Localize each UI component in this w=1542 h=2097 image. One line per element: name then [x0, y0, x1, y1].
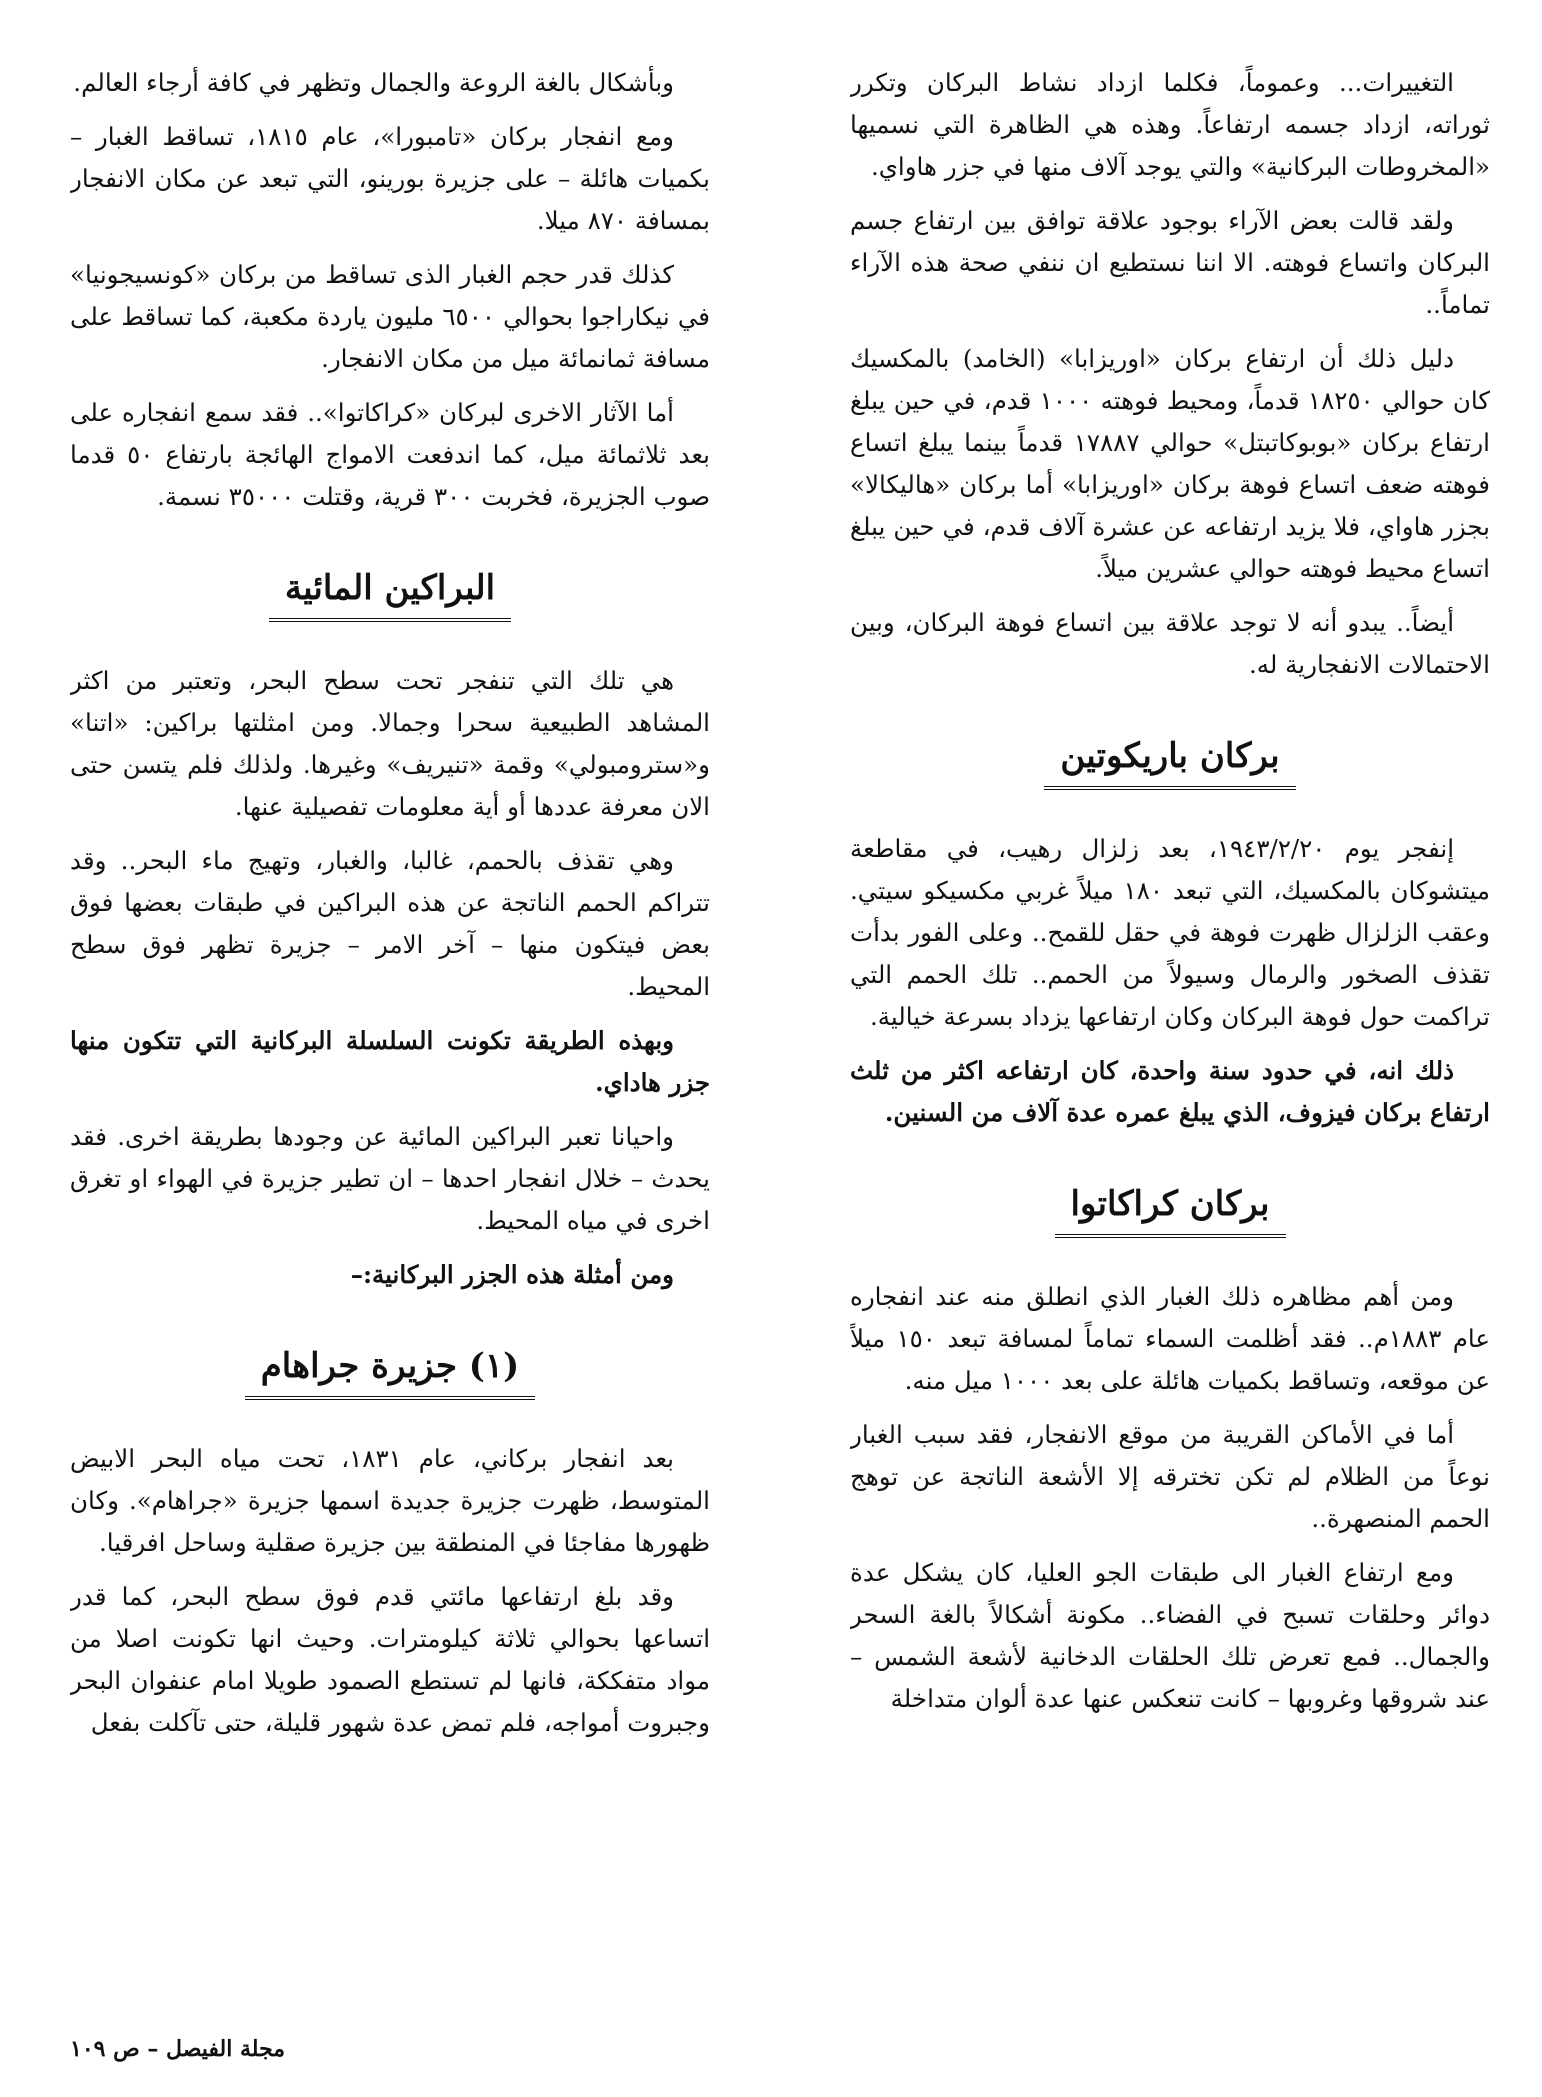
- paragraph-bold: ومن أمثلة هذه الجزر البركانية:–: [350, 1260, 674, 1289]
- section-heading-underwater-volcanoes: [70, 566, 710, 622]
- paragraph: واحيانا تعبر البراكين المائية عن وجودها بطريقة اخرى. فقد يحدث – خلال انفجار احدها – ان تطير جزيرة في الهواء او تغرق اخرى في مياه المحيط.: [70, 1122, 710, 1235]
- paragraph: أما في الأماكن القريبة من موقع الانفجار، فقد سبب الغبار نوعاً من الظلام لم تكن تخترقه إلا الأشعة الناتجة عن توهج الحمم المنصهرة..: [850, 1420, 1490, 1533]
- paragraph: وهي تقذف بالحمم، غالبا، والغبار، وتهيج ماء البحر.. وقد تتراكم الحمم الناتجة عن هذه البراكين في طبقات بعضها فوق بعض فيتكون منها – آخر الامر – جزيرة تظهر فوق سطح المحيط.: [70, 846, 710, 1001]
- paragraph: هي تلك التي تنفجر تحت سطح البحر، وتعتبر من اكثر المشاهد الطبيعية سحرا وجمالا. ومن امثلتها براكين: «اتنا» و«سترومبولي» وقمة «تنيريف» وغيرها. ولذلك فلم يتسن حتى الان معرفة عددها أو أية معلومات تفصيلية عنها.: [70, 666, 710, 821]
- paragraph: ولقد قالت بعض الآراء بوجود علاقة توافق بين ارتفاع جسم البركان واتساع فوهته. الا اننا نستطيع ان ننفي صحة هذه الآراء تماماً..: [850, 206, 1490, 319]
- paragraph: إنفجر يوم ١٩٤٣/٢/٢٠، بعد زلزال رهيب، في مقاطعة ميتشوكان بالمكسيك، التي تبعد ١٨٠ ميلاً غربي مكسيكو سيتي. وعقب الزلزال ظهرت فوهة في حقل للقمح.. وعلى الفور بدأت تقذف الصخور والرمال وسيولاً من الحمم.. تلك الحمم التي تراكمت حول فوهة البركان وكان ارتفاعها يزداد بسرعة خيالية.: [850, 834, 1490, 1031]
- paragraph: بعد انفجار بركاني، عام ١٨٣١، تحت مياه البحر الابيض المتوسط، ظهرت جزيرة جديدة اسمها جزيرة «جراهام». وكان ظهورها مفاجئا في المنطقة بين جزيرة صقلية وساحل افرقيا.: [70, 1444, 710, 1557]
- section-heading-text: البراكين المائية: [269, 566, 511, 622]
- paragraph: أما الآثار الاخرى لبركان «كراكاتوا».. فقد سمع انفجاره على بعد ثلاثمائة ميل، كما اندفعت الامواج الهائجة بارتفاع ٥٠ قدما صوب الجزيرة، فخربت ٣٠٠ قرية، وقتلت ٣٥٠٠٠ نسمة.: [70, 398, 710, 511]
- section-heading-graham-island: [70, 1344, 710, 1400]
- paragraph-bold: ذلك انه، في حدود سنة واحدة، كان ارتفاعه اكثر من ثلث ارتفاع بركان فيزوف، الذي يبلغ عمره عدة آلاف من السنين.: [850, 1056, 1490, 1127]
- right-column: [850, 62, 1490, 2022]
- paragraph: وبأشكال بالغة الروعة والجمال وتظهر في كافة أرجاء العالم.: [73, 68, 674, 97]
- left-column: [70, 62, 710, 2022]
- page-footer: مجلة الفيصل – ص ١٠٩: [70, 2036, 286, 2062]
- section-heading-krakatoa: [850, 1182, 1490, 1238]
- section-heading-paricutin: [850, 734, 1490, 790]
- paragraph: ومن أهم مظاهره ذلك الغبار الذي انطلق منه عند انفجاره عام ١٨٨٣م.. فقد أظلمت السماء تماماً لمسافة تبعد ١٥٠ ميلاً عن موقعه، وتساقط بكميات هائلة على بعد ١٠٠٠ ميل منه.: [850, 1282, 1490, 1395]
- section-heading-text: (١) جزيرة جراهام: [245, 1344, 536, 1400]
- paragraph: ومع ارتفاع الغبار الى طبقات الجو العليا، كان يشكل عدة دوائر وحلقات تسبح في الفضاء.. مكونة أشكالاً بالغة السحر والجمال.. فمع تعرض تلك الحلقات الدخانية لأشعة الشمس – عند شروقها وغروبها – كانت تنعكس عنها عدة ألوان متداخلة: [850, 1558, 1490, 1713]
- paragraph: وقد بلغ ارتفاعها مائتي قدم فوق سطح البحر، كما قدر اتساعها بحوالي ثلاثة كيلومترات. وحيث انها تكونت اصلا من مواد متفككة، فانها لم تستطع الصمود طويلا امام عنفوان البحر وجبروت أمواجه، فلم تمض عدة شهور قليلة، حتى تآكلت بفعل: [70, 1582, 710, 1737]
- section-heading-text: بركان باريكوتين: [1044, 734, 1295, 790]
- paragraph-bold: وبهذه الطريقة تكونت السلسلة البركانية التي تتكون منها جزر هاداي.: [70, 1026, 710, 1097]
- paragraph: كذلك قدر حجم الغبار الذى تساقط من بركان «كونسيجونيا» في نيكاراجوا بحوالي ٦٥٠٠ مليون ياردة مكعبة، كما تساقط على مسافة ثمانمائة ميل من مكان الانفجار.: [70, 260, 710, 373]
- paragraph: التغييرات... وعموماً، فكلما ازداد نشاط البركان وتكرر ثوراته، ازداد جسمه ارتفاعاً. وهذه هي الظاهرة التي نسميها «المخروطات البركانية» والتي يوجد آلاف منها في جزر هاواي.: [850, 68, 1490, 181]
- section-heading-text: بركان كراكاتوا: [1055, 1182, 1286, 1238]
- paragraph: ومع انفجار بركان «تامبورا»، عام ١٨١٥، تساقط الغبار – بكميات هائلة – على جزيرة بورينو، التي تبعد عن مكان الانفجار بمسافة ٨٧٠ ميلا.: [70, 122, 710, 235]
- paragraph: أيضاً.. يبدو أنه لا توجد علاقة بين اتساع فوهة البركان، وبين الاحتمالات الانفجارية له.: [850, 608, 1490, 679]
- paragraph: دليل ذلك أن ارتفاع بركان «اوريزابا» (الخامد) بالمكسيك كان حوالي ١٨٢٥٠ قدماً، ومحيط فوهته ١٠٠٠ قدم، في حين يبلغ ارتفاع بركان «بوبوكاتبتل» حوالي ١٧٨٨٧ قدماً بينما يبلغ اتساع فوهته ضعف اتساع فوهة بركان «اوريزابا» أما بركان «هاليكالا» بجزر هاواي، فلا يزيد ارتفاعه عن عشرة آلاف قدم، في حين يبلغ اتساع محيط فوهته حوالي عشرين ميلاً.: [850, 344, 1490, 583]
